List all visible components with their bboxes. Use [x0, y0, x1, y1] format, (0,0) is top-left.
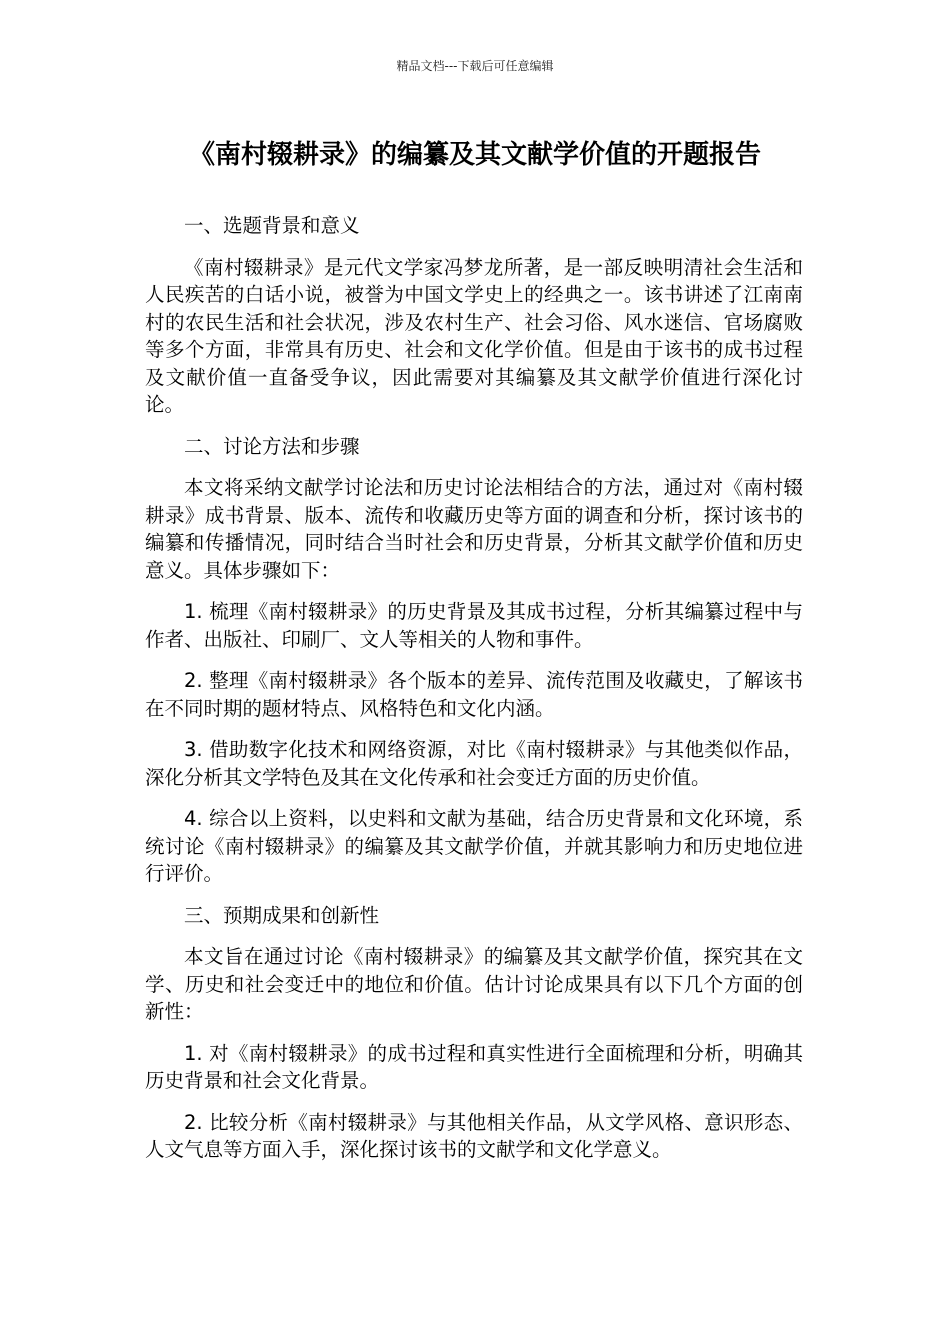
list-item-step-2: 2. 整理《南村辍耕录》各个版本的差异、流传范围及收藏史，了解该书在不同时期的题材特点、风格特色和文化内涵。 — [145, 669, 803, 720]
list-item-innovation-1: 1. 对《南村辍耕录》的成书过程和真实性进行全面梳理和分析，明确其历史背景和社会文化背景。 — [145, 1041, 803, 1092]
section-heading-background: 一、选题背景和意义 — [184, 214, 360, 237]
list-item-step-1: 1. 梳理《南村辍耕录》的历史背景及其成书过程，分析其编纂过程中与作者、出版社、印刷厂、文人等相关的人物和事件。 — [145, 600, 803, 651]
list-item-step-4: 4. 综合以上资料，以史料和文献为基础，结合历史背景和文化环境，系统讨论《南村辍耕录》的编纂及其文献学价值，并就其影响力和历史地位进行评价。 — [145, 807, 803, 885]
section-heading-methods: 二、讨论方法和步骤 — [184, 434, 360, 458]
document-body — [145, 212, 803, 1178]
list-item-step-3: 3. 借助数字化技术和网络资源，对比《南村辍耕录》与其他类似作品，深化分析其文学特色及其在文化传承和社会变迁方面的历史价值。 — [145, 738, 803, 789]
section-heading-outcomes: 三、预期成果和创新性 — [184, 903, 380, 927]
paragraph-outcomes-intro: 本文旨在通过讨论《南村辍耕录》的编纂及其文献学价值，探究其在文学、历史和社会变迁中的地位和价值。估计讨论成果具有以下几个方面的创新性： — [145, 945, 803, 1023]
paragraph-background: 《南村辍耕录》是元代文学家冯梦龙所著，是一部反映明清社会生活和人民疾苦的白话小说，被誉为中国文学史上的经典之一。该书讲述了江南南村的农民生活和社会状况，涉及农村生产、社会习俗、风水迷信、官场腐败等多个方面，非常具有历史、社会和文化学价值。但是由于该书的成书过程及文献价值一直备受争议，因此需要对其编纂及其文献学价值进行深化讨论。 — [145, 255, 803, 416]
header-note: 精品文档---下载后可任意编辑 — [396, 59, 554, 73]
list-item-innovation-2: 2. 比较分析《南村辍耕录》与其他相关作品，从文学风格、意识形态、人文气息等方面入手，深化探讨该书的文献学和文化学意义。 — [145, 1110, 803, 1161]
paragraph-methods-intro: 本文将采纳文献学讨论法和历史讨论法相结合的方法，通过对《南村辍耕录》成书背景、版本、流传和收藏历史等方面的调查和分析，探讨该书的编纂和传播情况，同时结合当时社会和历史背景，分析其文献学价值和历史意义。具体步骤如下： — [145, 476, 803, 582]
document-title: 《南村辍耕录》的编纂及其文献学价值的开题报告 — [188, 140, 761, 170]
